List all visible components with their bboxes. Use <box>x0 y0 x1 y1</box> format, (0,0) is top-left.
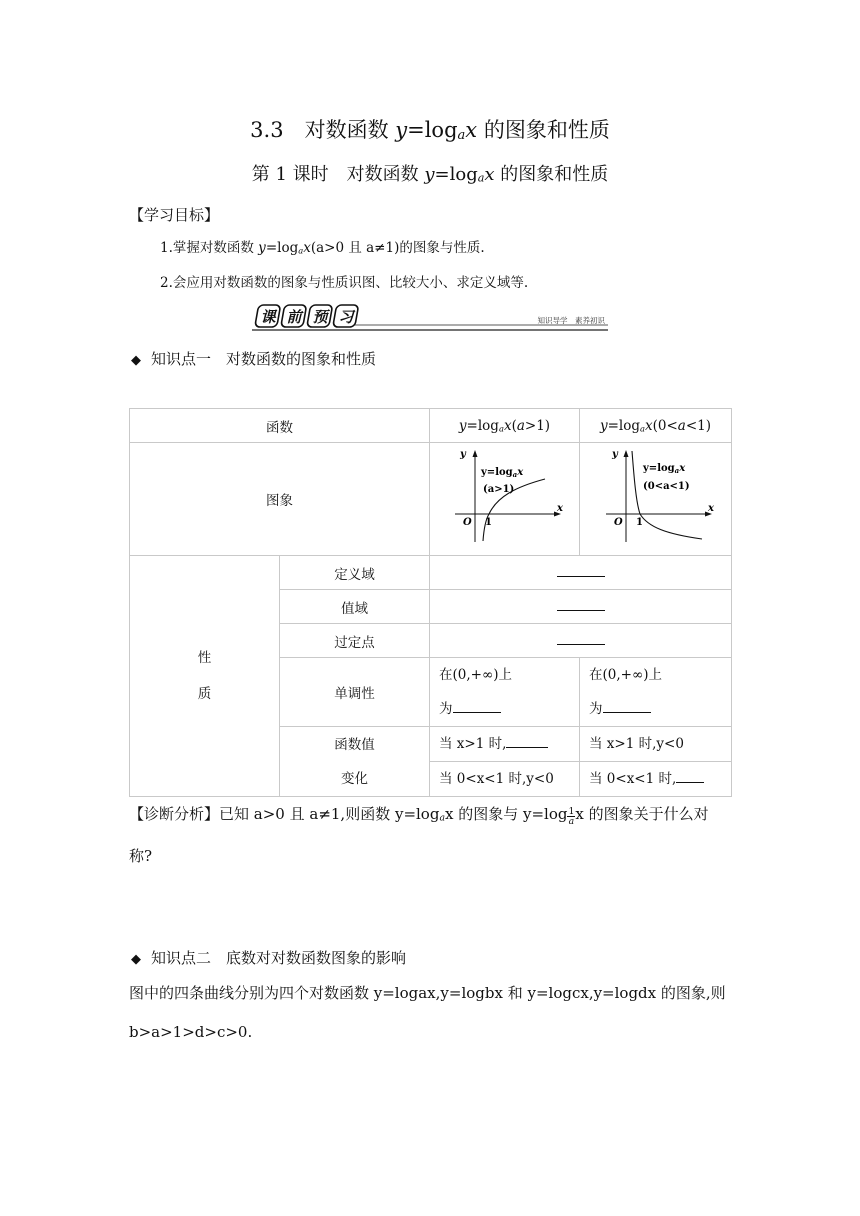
svg-text:x: x <box>707 503 714 514</box>
log-properties-table <box>129 408 732 797</box>
value-a-lt-1-x-lt-1: 当 0<x<1 时, <box>580 762 732 797</box>
preview-banner <box>252 303 608 333</box>
monotonic-a-gt-1: 在(0,+∞)上 为 <box>430 658 580 727</box>
value-a-lt-1-x-gt-1: 当 x>1 时,y<0 <box>580 727 732 762</box>
fixed-point-label: 过定点 <box>280 624 430 658</box>
svg-text:1: 1 <box>484 517 492 528</box>
objectives-heading: 【学习目标】 <box>129 206 220 224</box>
svg-text:前: 前 <box>286 308 302 326</box>
range-blank <box>430 590 732 624</box>
svg-text:(0<a<1): (0<a<1) <box>642 481 690 492</box>
kp2-paragraph-line-2: b>a>1>d>c>0. <box>129 1023 253 1041</box>
objective-2: 2.会应用对数函数的图象与性质识图、比较大小、求定义域等. <box>160 275 529 291</box>
fixed-point-blank <box>430 624 732 658</box>
page-title: 3.3 对数函数 y=logax 的图象和性质 <box>250 118 610 143</box>
svg-text:1: 1 <box>635 517 643 528</box>
monotonic-label: 单调性 <box>280 658 430 727</box>
svg-text:O: O <box>613 517 623 528</box>
graph-a-lt-1 <box>580 443 732 556</box>
svg-text:课: 课 <box>260 308 276 326</box>
svg-text:知识导学 素养初识: 知识导学 素养初识 <box>537 316 605 325</box>
header-a-lt-1: y=logax(0<a<1) <box>580 409 732 443</box>
header-a-gt-1: y=logax(a>1) <box>430 409 580 443</box>
svg-text:习: 习 <box>338 308 354 326</box>
diagnosis-paragraph: 【诊断分析】已知 a>0 且 a≠1,则函数 y=logax 的图象与 y=log $\frac{1}{a}$ x 的图象关于什么对 <box>129 805 709 828</box>
svg-text:x: x <box>556 503 563 514</box>
log-graph-decreasing <box>596 447 716 547</box>
range-label: 值域 <box>280 590 430 624</box>
fraction-1-over-a: $\frac{1}{a}$ <box>568 805 575 828</box>
header-function: 函数 <box>130 409 430 443</box>
domain-blank <box>430 556 732 590</box>
knowledge-point-1: ◆ 知识点一 对数函数的图象和性质 <box>131 350 377 368</box>
table-domain-row <box>130 556 732 590</box>
svg-text:y: y <box>611 449 618 460</box>
graph-a-gt-1 <box>430 443 580 556</box>
monotonic-a-lt-1: 在(0,+∞)上 为 <box>580 658 732 727</box>
lesson-subtitle: 第 1 课时 对数函数 y=logax 的图象和性质 <box>251 164 609 185</box>
diamond-icon: ◆ <box>131 952 141 967</box>
svg-text:预: 预 <box>312 308 328 326</box>
svg-text:y: y <box>459 449 466 460</box>
svg-text:(a>1): (a>1) <box>482 484 514 495</box>
svg-text:y=logax: $y=\log_ax$ <box>642 463 685 475</box>
props-label: 性 质 <box>130 556 280 797</box>
svg-text:O: O <box>462 517 472 528</box>
svg-text:y=logax: $y=\log_ax$ <box>480 467 523 479</box>
table-graph-row <box>130 443 732 556</box>
knowledge-point-2: ◆ 知识点二 底数对对数函数图象的影响 <box>131 949 407 967</box>
objective-1: 1.掌握对数函数 y=logax(a>0 且 a≠1)的图象与性质. <box>160 240 485 256</box>
table-header-row <box>130 409 732 443</box>
value-label: 函数值 变化 <box>280 727 430 797</box>
domain-label: 定义域 <box>280 556 430 590</box>
log-graph-increasing <box>445 447 565 547</box>
diamond-icon: ◆ <box>131 353 141 368</box>
kp2-paragraph-line-1: 图中的四条曲线分别为四个对数函数 y=logax,y=logbx 和 y=logcx,y=logdx 的图象,则 <box>129 984 726 1002</box>
value-a-gt-1-x-gt-1: 当 x>1 时, <box>430 727 580 762</box>
diagnosis-line-2: 称? <box>129 847 153 865</box>
graph-label: 图象 <box>130 443 430 556</box>
value-a-gt-1-x-lt-1: 当 0<x<1 时,y<0 <box>430 762 580 797</box>
